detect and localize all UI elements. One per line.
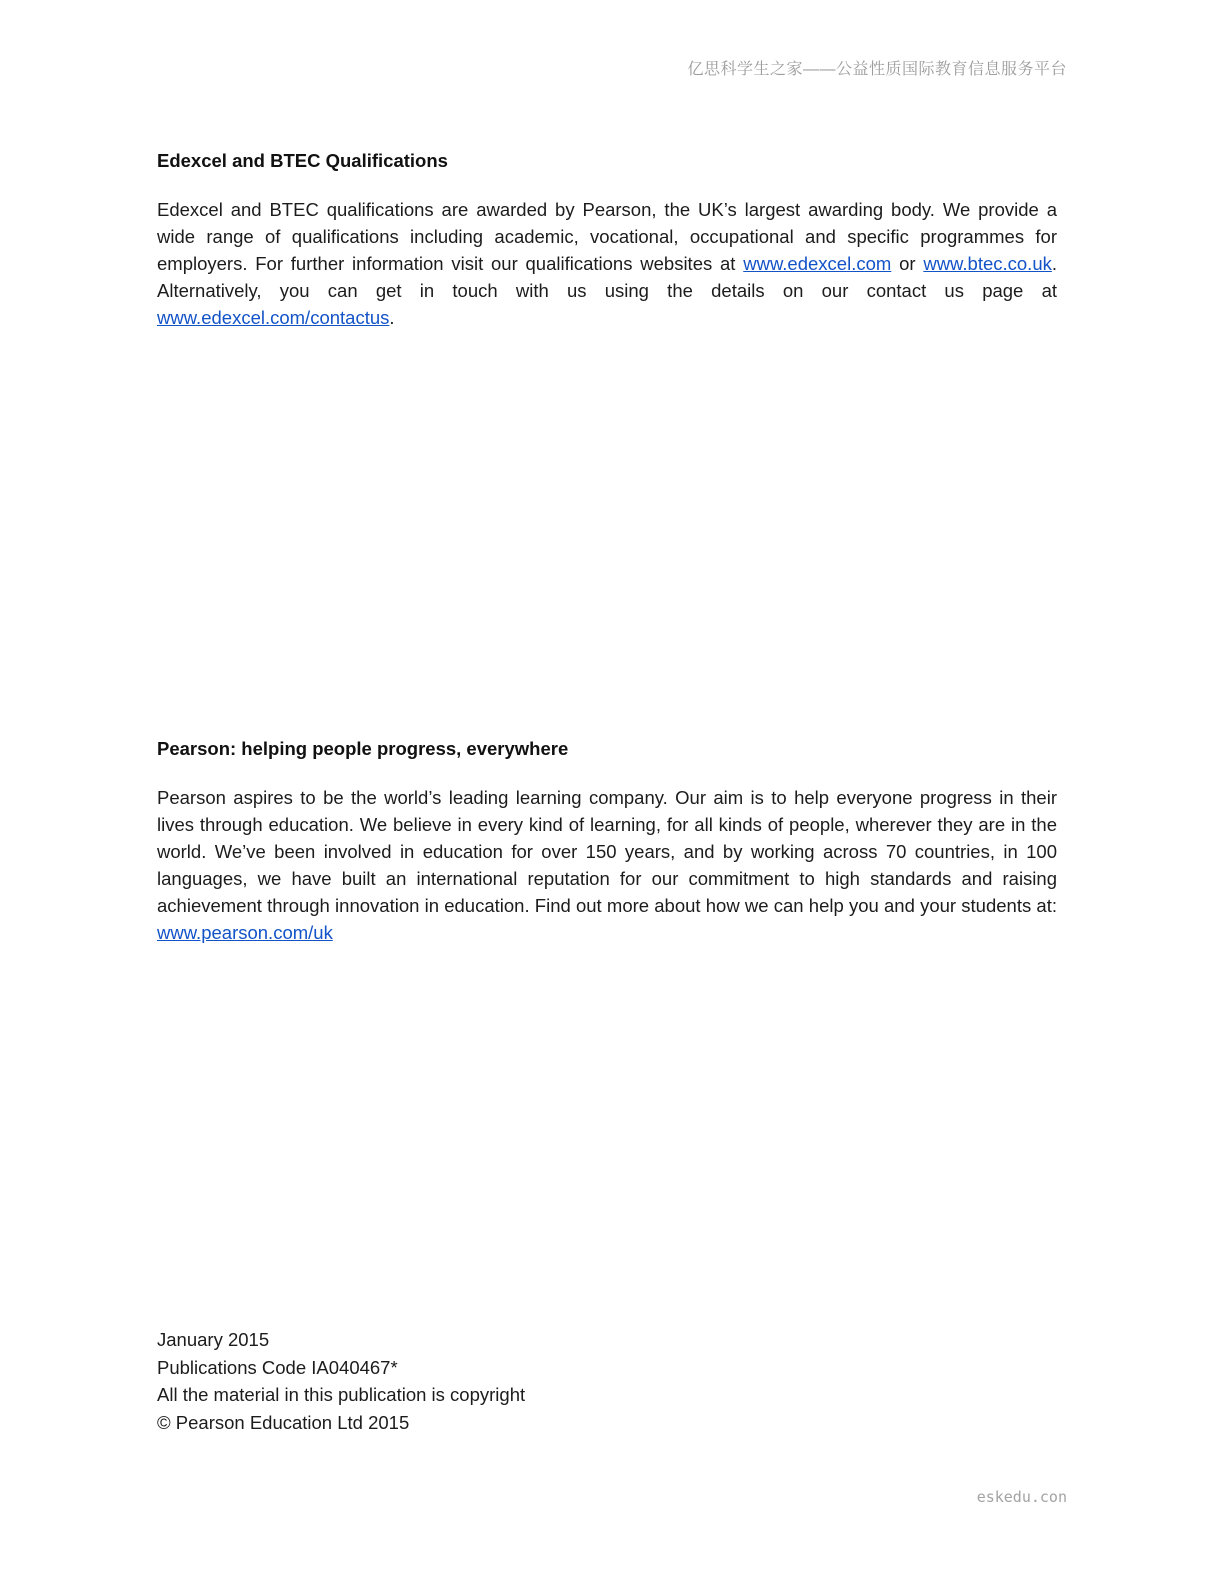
footer-watermark: eskedu.con [976,1488,1067,1506]
text-run: . [389,307,395,328]
text-run: Pearson aspires to be the world’s leading learning company. Our aim is to help everyone progress in their lives through education. We believe in every kind of learning, for all kinds of people, wherever they are in the world. We’ve been involved in education for over 150 years, and by working across 70 countries, in 100 languages, we have built an international reputation for our commitment to high standards and raising achievement through innovation in education. Find out more about how we can help you and your students at: [157,787,1057,916]
paragraph-pearson [157,784,1057,946]
text-run: . Alternatively, you can get in touch with us using the details on our contact us page at [157,253,1057,301]
header-watermark: 亿思科学生之家——公益性质国际教育信息服务平台 [687,61,1067,78]
heading-edexcel-btec-qualifications: Edexcel and BTEC Qualifications [157,150,448,171]
text-run: Edexcel and BTEC qualifications are awarded by Pearson, the UK’s largest awarding body. We provide a wide range of qualifications including academic, vocational, occupational and specific programmes for employers. For further information visit our qualifications websites at [157,199,1057,274]
link-btec-co-uk[interactable]: www.btec.co.uk [923,253,1052,274]
publication-code: Publications Code IA040467* [157,1356,398,1378]
paragraph-qualifications [157,196,1057,331]
text-run: or [891,253,924,274]
copyright-owner: © Pearson Education Ltd 2015 [157,1411,410,1433]
heading-pearson-progress: Pearson: helping people progress, everywhere [157,738,569,759]
publication-date: January 2015 [157,1329,270,1350]
copyright-notice: All the material in this publication is copyright [157,1384,526,1405]
link-pearson-com-uk[interactable]: www.pearson.com/uk [157,922,333,943]
link-edexcel-contactus[interactable]: www.edexcel.com/contactus [157,307,390,328]
publication-info [157,1326,1057,1436]
link-edexcel-com[interactable]: www.edexcel.com [743,253,892,274]
